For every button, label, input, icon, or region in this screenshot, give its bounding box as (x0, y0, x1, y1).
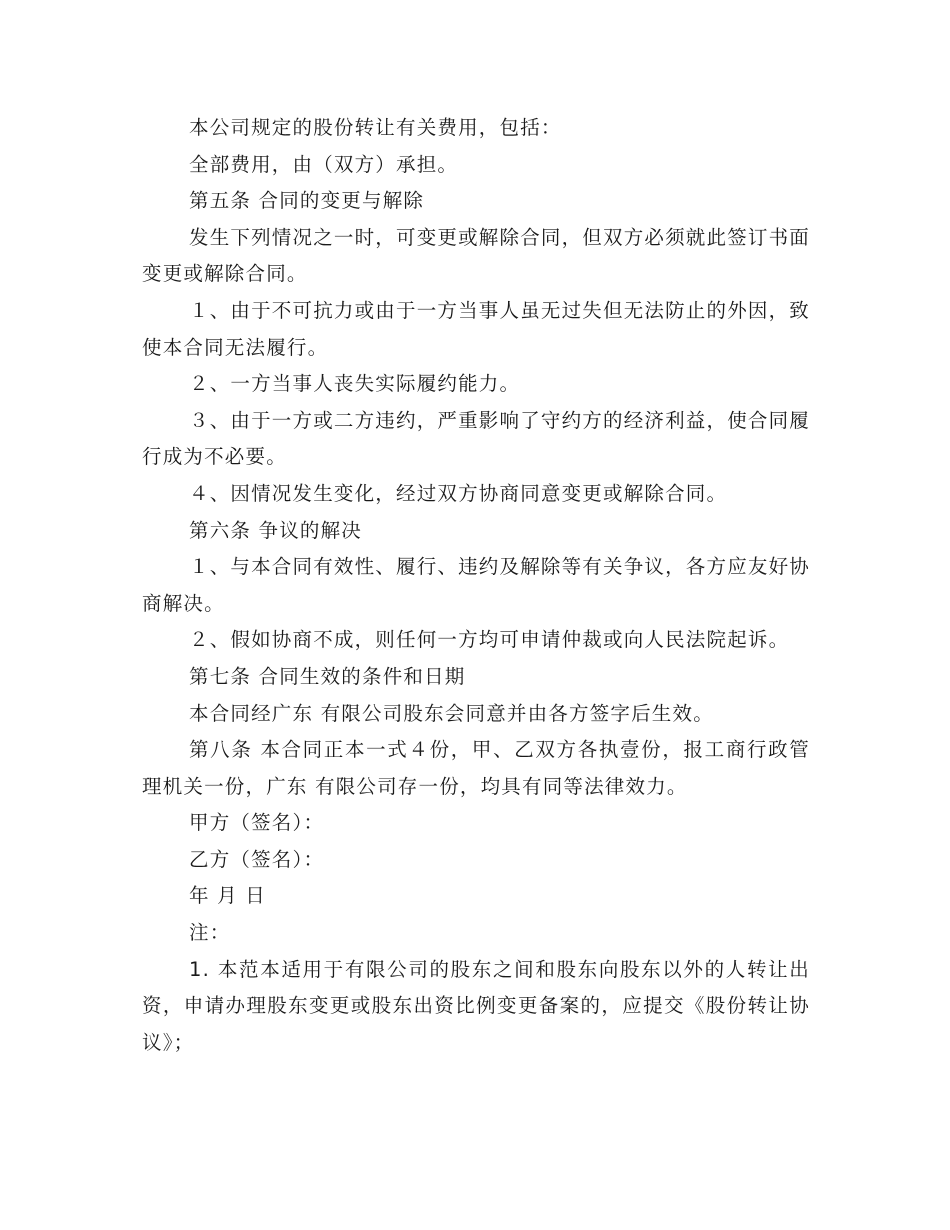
party-a-signature-line: 甲方（签名）： (189, 811, 325, 835)
paragraph-change-conditions: 发生下列情况之一时，可变更或解除合同，但双方必须就此签订书面变更或解除合同。 (142, 225, 811, 286)
paragraph-clause-2-incapacity: ２、一方当事人丧失实际履约能力。 (189, 372, 521, 396)
note-heading: 注： (189, 921, 231, 945)
paragraph-clause-4-circumstance: ４、因情况发生变化，经过双方协商同意变更或解除合同。 (189, 481, 728, 505)
note-item-1: 1. 本范本适用于有限公司的股东之间和股东向股东以外的人转让出资，申请办理股东变更或股东出资比例变更备案的，应提交《股份转让协议》； (142, 957, 810, 1054)
document-body (142, 110, 810, 1061)
article-6-heading: 第六条 争议的解决 (189, 518, 362, 542)
paragraph-fee-bearer: 全部费用，由（双方）承担。 (189, 152, 459, 176)
paragraph-clause-1-force-majeure: １、由于不可抗力或由于一方当事人虽无过失但无法防止的外因，致使本合同无法履行。 (142, 298, 811, 359)
paragraph-dispute-1: １、与本合同有效性、履行、违约及解除等有关争议，各方应友好协商解决。 (142, 555, 811, 615)
article-5-heading: 第五条 合同的变更与解除 (189, 189, 425, 213)
article-7-heading: 第七条 合同生效的条件和日期 (189, 664, 466, 688)
party-b-signature-line: 乙方（签名）： (189, 847, 325, 871)
paragraph-dispute-2: ２、假如协商不成，则任何一方均可申请仲裁或向人民法院起诉。 (189, 628, 790, 652)
paragraph-effective-condition: 本合同经广东 有限公司股东会同意并由各方签字后生效。 (189, 701, 714, 725)
date-line: 年 月 日 (189, 884, 266, 908)
paragraph-clause-3-breach: ３、由于一方或二方违约，严重影响了守约方的经济利益，使合同履行成为不必要。 (142, 408, 811, 469)
article-8-paragraph: 第八条 本合同正本一式４份，甲、乙双方各执壹份，报工商行政管理机关一份，广东 有限公司存一份，均具有同等法律效力。 (142, 738, 810, 798)
paragraph-fee-provision: 本公司规定的股份转让有关费用，包括： (189, 116, 562, 139)
